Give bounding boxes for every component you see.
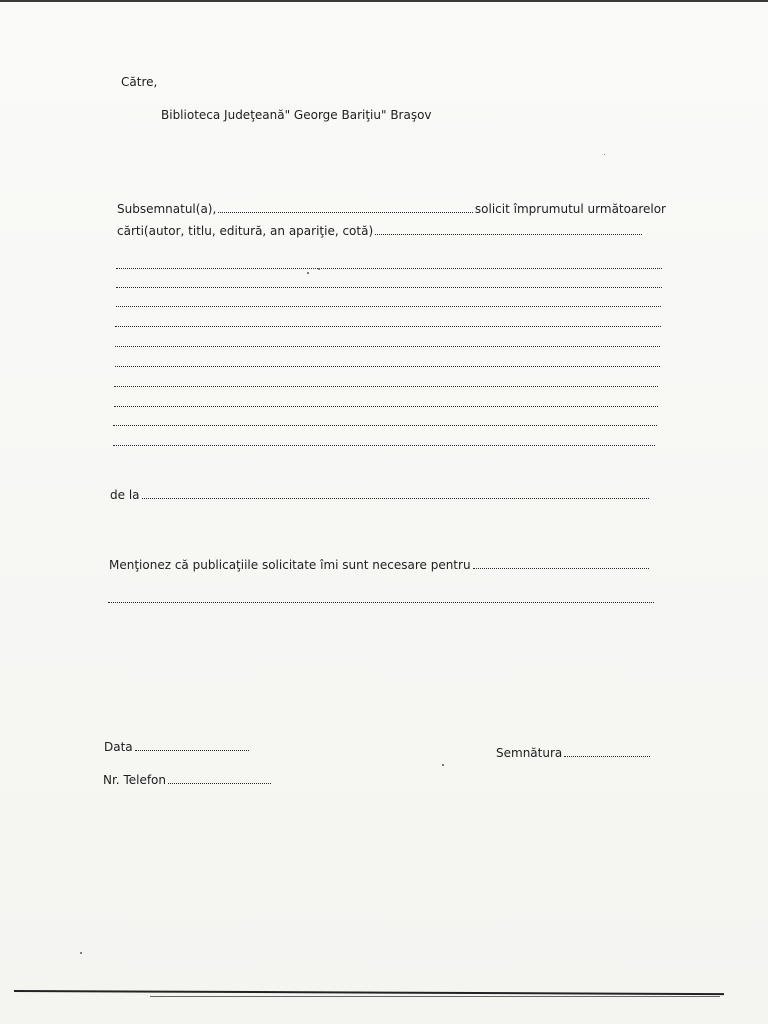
date-label: Data [104,740,133,754]
scan-speck [307,272,309,274]
addressee-prefix: Către, [121,75,158,89]
phone-field[interactable] [168,783,271,784]
book-entry-line[interactable] [115,346,660,347]
book-entry-line[interactable] [116,306,661,307]
page-top-edge [0,0,768,2]
date-field[interactable] [135,750,249,751]
applicant-name-field[interactable] [218,212,473,213]
purpose-label: Menţionez că publicaţiile solicitate îmi sunt necesare pentru [109,558,471,572]
book-entry-line[interactable] [114,386,658,387]
book-entry-line[interactable] [116,268,662,269]
book-entry-line[interactable] [114,406,658,407]
book-entry-line[interactable] [116,287,662,288]
from-label: de la [110,488,140,502]
scan-speck [604,154,605,155]
signature-line [496,746,652,760]
purpose-line [109,558,651,572]
scan-speck [80,952,82,954]
addressee-library: Biblioteca Judeţeană" George Bariţiu" Braşov [161,108,432,122]
applicant-name-line [117,202,666,216]
book-entry-line[interactable] [113,445,655,446]
purpose-continuation-line[interactable] [108,602,654,603]
bottom-rule [14,990,724,995]
scan-speck [318,268,320,270]
from-field[interactable] [142,498,649,499]
books-details-label: cărti(autor, titlu, editură, an apariţie, cotă) [117,224,374,238]
books-details-line [117,224,644,238]
phone-label: Nr. Telefon [103,773,166,787]
book-entry-line[interactable] [115,366,660,367]
purpose-field[interactable] [473,568,649,569]
loan-request-text: solicit împrumutul următoarelor [474,202,666,216]
applicant-label: Subsemnatul(a), [117,202,217,216]
bottom-rule-faint [150,996,720,997]
book-entry-line[interactable] [115,326,661,327]
scan-speck [442,764,444,766]
from-line [110,488,651,502]
phone-line [103,773,273,787]
date-line [104,740,251,754]
books-details-field[interactable] [375,234,642,235]
signature-field[interactable] [564,756,650,757]
book-entry-line[interactable] [113,425,657,426]
signature-label: Semnătura [496,746,563,760]
